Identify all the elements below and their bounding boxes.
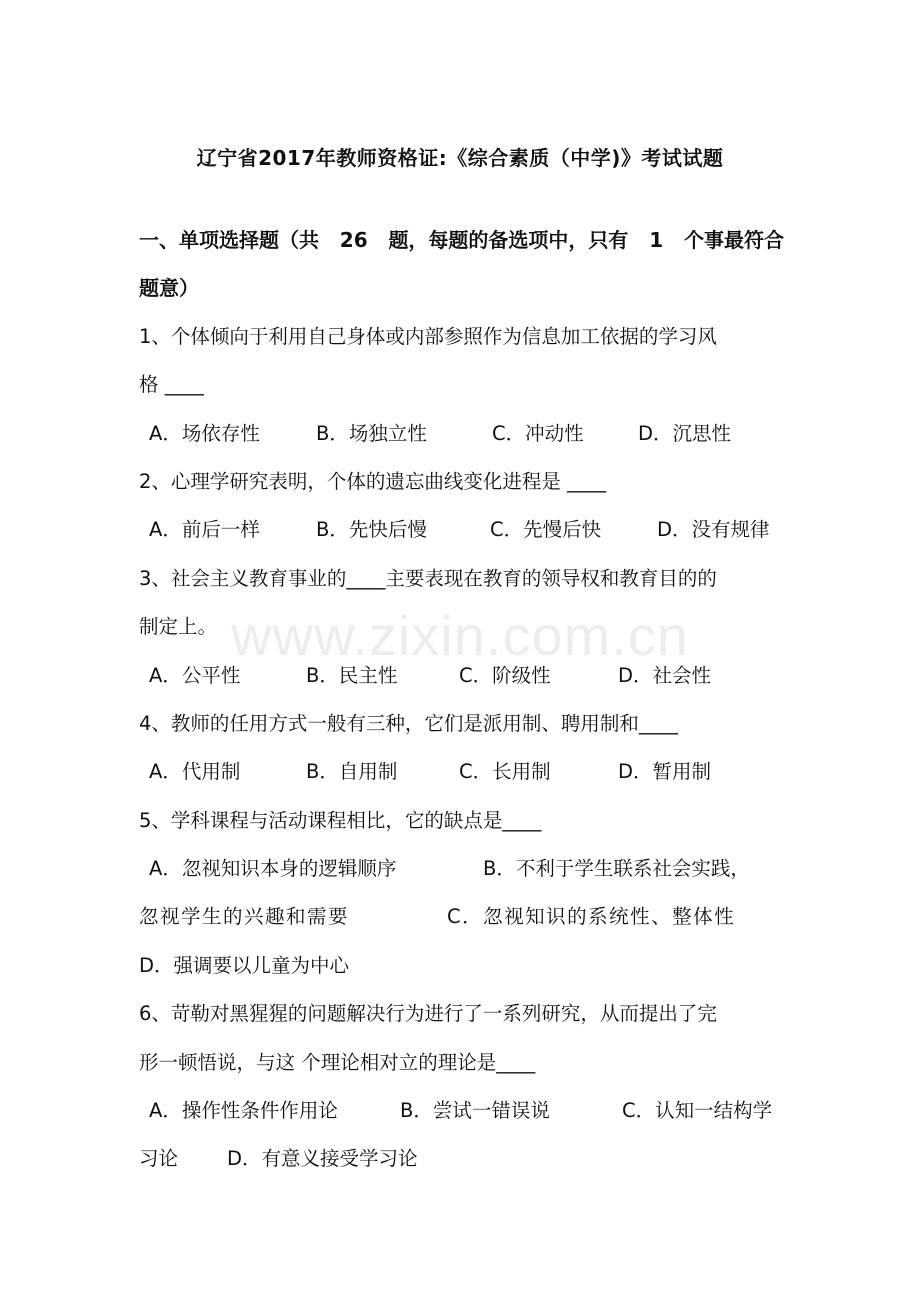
question-5-option-c: C．忽视知识的系统性、整体性: [447, 905, 736, 929]
question-1-stem-cont: 格 ____: [139, 373, 204, 397]
question-1-option-c: C．冲动性: [492, 421, 584, 445]
question-6-options-row-1: [139, 1087, 784, 1135]
section-heading-part: 26: [339, 228, 368, 252]
question-4-stem: 4、教师的任用方式一般有三种，它们是派用制、聘用制和____: [139, 711, 678, 735]
document-title: 辽宁省2017年教师资格证:《综合素质（中学)》考试试题: [196, 146, 724, 170]
question-6-stem: 6、苛勒对黑猩猩的问题解决行为进行了一系列研究，从而提出了完: [139, 1002, 717, 1026]
question-1-option-d: D．沉思性: [638, 421, 732, 445]
question-6-option-d: D．有意义接受学习论: [227, 1147, 418, 1171]
question-5-option-b-cont: 忽视学生的兴趣和需要: [139, 905, 350, 929]
question-6-option-c: C．认知一结构学: [622, 1099, 773, 1123]
question-5-options-row-2: [139, 893, 784, 941]
question-3-option-b: B．民主性: [306, 663, 398, 687]
question-2-option-a: A．前后一样: [149, 518, 260, 542]
question-2-option-c: C．先慢后快: [490, 518, 602, 542]
section-heading-line-2: 题意）: [139, 276, 199, 301]
question-5-option-d: D．强调要以儿童为中心: [139, 953, 350, 977]
question-1-option-b: B．场独立性: [316, 421, 427, 445]
question-4-option-d: D．暂用制: [618, 760, 712, 784]
question-3-stem-cont: 制定上。: [139, 615, 218, 639]
question-1-option-a: A．场依存性: [149, 421, 260, 445]
question-4-option-a: A．代用制: [149, 760, 241, 784]
section-heading-part: 一、单项选择题（共: [139, 228, 319, 252]
question-3-stem: 3、社会主义教育事业的____主要表现在教育的领导权和教育目的的: [139, 566, 717, 590]
question-3-options: [139, 652, 784, 700]
question-3-option-d: D．社会性: [618, 663, 712, 687]
section-heading-part: 1: [649, 228, 664, 252]
section-heading-part: 个事最符合: [683, 228, 784, 252]
question-5-options-row-1: [139, 845, 784, 893]
question-1-options: [139, 410, 784, 458]
question-6-option-c-cont: 习论: [139, 1147, 179, 1171]
section-heading-part: 题，每题的备选项中，只有: [388, 228, 629, 252]
question-2-options: [139, 506, 784, 554]
question-6-options-row-2: [139, 1135, 784, 1183]
question-2-option-d: D．没有规律: [657, 518, 770, 542]
question-2-option-b: B．先快后慢: [316, 518, 427, 542]
question-6-stem-cont: 形一顿悟说，与这 个理论相对立的理论是____: [139, 1050, 536, 1074]
question-5-option-b: B．不利于学生联系社会实践，: [483, 857, 750, 881]
question-5-option-a: A．忽视知识本身的逻辑顺序: [149, 857, 397, 881]
question-4-options: [139, 748, 784, 796]
question-1-stem: 1、个体倾向于利用自己身体或内部参照作为信息加工依据的学习风: [139, 324, 717, 348]
question-6-option-a: A．操作性条件作用论: [149, 1099, 338, 1123]
watermark: www.zixin.com.cn: [231, 604, 689, 667]
question-4-option-c: C．长用制: [459, 760, 551, 784]
question-5-stem: 5、学科课程与活动课程相比，它的缺点是____: [139, 808, 542, 832]
question-3-option-a: A．公平性: [149, 663, 241, 687]
question-3-option-c: C．阶级性: [459, 663, 551, 687]
document-body: [139, 216, 784, 1184]
question-4-option-b: B．自用制: [306, 760, 398, 784]
question-2-stem: 2、心理学研究表明，个体的遗忘曲线变化进程是 ____: [139, 469, 607, 493]
section-heading-line-1: [139, 216, 784, 264]
question-6-option-b: B．尝试一错误说: [400, 1099, 550, 1123]
